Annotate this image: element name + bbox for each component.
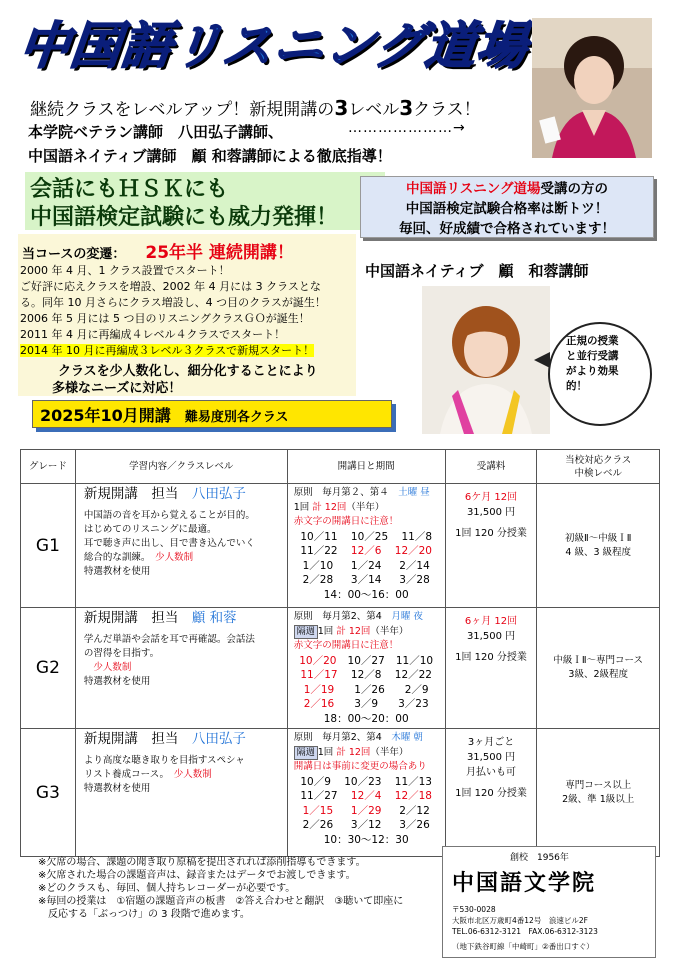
fee-period: 6ヶ月 12回 <box>464 616 518 627</box>
date-notice: 開講日は事前に変更の場合あり <box>293 761 427 772</box>
schedule-rule-text: 原則 毎月第2、第4 <box>293 611 382 622</box>
course-desc-last-text: 総合的な訓練。 <box>83 552 146 563</box>
course-title-prefix: 新規開講 担当 <box>83 731 179 747</box>
course-title-prefix: 新規開講 担当 <box>83 610 179 626</box>
page-title: 中国語リスニング道場 <box>16 17 531 75</box>
level-exam: 3級、2級程度 <box>568 669 628 680</box>
session-count-total: 計 12回 <box>336 746 371 758</box>
schedule-rule <box>294 486 439 501</box>
fee-cell <box>445 729 537 857</box>
portrait-hatta <box>532 18 652 158</box>
header-grade: グレード <box>21 450 76 484</box>
course-date: 10／9 <box>300 775 331 788</box>
bubble-line-4: 的！ <box>566 380 587 392</box>
schedule-rule-text: 原則 毎月第2、第4 <box>293 732 382 743</box>
date-row <box>294 789 439 804</box>
pass-rate-line-3: 毎回、好成績で合格されています！ <box>399 221 615 237</box>
course-date: 2／26 <box>302 819 334 831</box>
bubble-line-3: がより効果 <box>566 365 619 377</box>
course-title <box>84 611 279 625</box>
level-cell <box>537 608 660 729</box>
history-line-5: 2011 年 4 月に再編成４レベル４クラスでスタート！ <box>20 328 286 341</box>
fee-period: 6ケ月 12回 <box>464 492 518 503</box>
history-heading-label: 当コースの変遷： <box>22 247 126 262</box>
course-date: 12／8 <box>350 669 382 681</box>
date-row <box>294 573 439 588</box>
pass-rate-course-name: 中国語リスニング道場 <box>406 181 541 197</box>
school-address: 大阪市北区万歳町4番12号 浪速ビル2F <box>452 916 588 925</box>
date-notice: 赤文字の開講日に注意！ <box>293 516 399 527</box>
course-date: 1／10 <box>302 559 334 572</box>
note-line: ※毎回の授業は ①宿題の課題音声の板書 ②答え合わせと翻訳 ③聴いて即座に <box>38 896 404 907</box>
course-date: 10／27 <box>347 654 385 667</box>
small-class-badge: 少人数制 <box>93 662 132 673</box>
course-desc-line: 中国語の音を耳から覚えることが目的。 <box>83 510 255 521</box>
date-row <box>294 818 439 833</box>
course-date: 10／25 <box>350 530 389 543</box>
history-summary-2: 多様なニーズに対応！ <box>52 381 182 396</box>
course-date: 3／14 <box>350 574 382 586</box>
schedule-table <box>20 449 660 857</box>
grade-cell: G1 <box>21 484 76 608</box>
course-date: 2／28 <box>302 574 334 586</box>
fee-amount: 31,500 円 <box>466 507 516 518</box>
history-highlight-text: 2014 年 10 月に再編成３レベル３クラスで新規スタート！ <box>20 344 315 357</box>
session-count-suffix: （半年） <box>346 501 385 513</box>
header-dates: 開講日と期間 <box>287 450 445 484</box>
school-access: （地下鉄谷町線「中崎町」②番出口すぐ） <box>452 942 594 951</box>
course-date: 1／24 <box>350 559 382 572</box>
note-line: ※どのクラスも、毎回、個人持ちレコーダーが必要です。 <box>38 883 296 894</box>
class-time: 18：00～20：00 <box>323 712 409 725</box>
date-row <box>294 654 439 669</box>
session-count-total: 計 12回 <box>336 625 371 637</box>
fee-period: 3ヶ月ごと <box>467 737 515 748</box>
school-address-block <box>452 904 598 937</box>
subtitle-prefix: 継続クラスをレベルアップ！新規開講の <box>30 100 335 120</box>
dates-cell <box>287 729 445 857</box>
dotted-arrow: …………………→ <box>348 120 466 136</box>
course-date: 1／19 <box>303 683 335 696</box>
biweekly-tag: 隔週 <box>294 625 318 639</box>
schedule-rule <box>294 731 439 746</box>
portrait-gu <box>422 286 550 434</box>
class-time: 10：30～12：30 <box>323 833 409 846</box>
course-date: 3／26 <box>399 819 430 831</box>
small-class-badge: 少人数制 <box>173 769 212 780</box>
course-teacher: 八田弘子 <box>191 486 246 502</box>
date-row <box>294 530 439 545</box>
teacher-line-2: 中国語ネイティブ講師 顧 和蓉講師による徹底指導！ <box>28 147 392 165</box>
history-summary-1: クラスを少人数化し、細分化することにより <box>58 364 318 379</box>
pass-rate-line-1 <box>361 179 653 199</box>
course-desc-last <box>84 551 279 565</box>
course-desc-last <box>84 661 279 675</box>
course-date: 2／12 <box>399 804 430 817</box>
course-date: 10／20 <box>299 654 337 667</box>
course-material: 特選教材を使用 <box>83 566 151 577</box>
note-line: 反応する「ぶっつけ」の 3 段階で進めます。 <box>38 909 250 920</box>
opening-subtitle: 難易度別各クラス <box>184 410 289 425</box>
session-count-prefix: 1回 <box>317 746 334 758</box>
history-line-1: 2000 年 4 月、1 クラス設置でスタート！ <box>20 264 230 277</box>
fee-cell <box>445 484 537 608</box>
content-cell <box>75 484 287 608</box>
biweekly-tag: 隔週 <box>294 746 318 760</box>
date-row <box>294 683 439 698</box>
notes <box>38 856 403 921</box>
session-count <box>294 746 439 761</box>
course-date: 3／12 <box>350 819 382 831</box>
course-material: 特選教材を使用 <box>83 783 151 794</box>
date-row <box>294 668 439 683</box>
content-cell <box>75 608 287 729</box>
schedule-day: 月曜 夜 <box>391 611 423 622</box>
course-desc-last-text: リスト養成コース。 <box>83 769 165 780</box>
subtitle <box>30 95 481 120</box>
course-date: 12／20 <box>394 545 432 557</box>
course-title <box>84 732 279 746</box>
date-row <box>294 804 439 819</box>
course-date: 10／23 <box>344 775 382 788</box>
course-date: 11／27 <box>300 790 338 802</box>
fee-amount: 31,500 円 <box>466 631 516 642</box>
course-desc-line: 耳で聴き声に出し、目で書き込んでいく <box>83 538 255 549</box>
session-count <box>294 501 439 516</box>
course-teacher: 顧 和蓉 <box>191 610 237 626</box>
header-fee: 受講料 <box>445 450 537 484</box>
fee-amount: 31,500 円 <box>466 752 516 763</box>
bubble-line-2: と並行受講 <box>566 350 619 362</box>
session-count-prefix: 1回 <box>293 501 310 513</box>
history-heading-years: 25年半 連続開講！ <box>145 243 294 263</box>
course-date: 1／15 <box>302 804 334 817</box>
opening-date: 2025年10月開講 <box>40 406 171 425</box>
dates-cell <box>287 608 445 729</box>
date-row <box>294 544 439 559</box>
course-date: 3／28 <box>399 574 430 586</box>
table-row <box>21 484 660 608</box>
level-exam: 2級、準 1級以上 <box>562 793 635 805</box>
fee-note: 1回 120 分授業 <box>455 528 527 539</box>
course-date: 11／22 <box>300 545 338 557</box>
schedule-day: 土曜 昼 <box>398 487 430 498</box>
course-material: 特選教材を使用 <box>83 676 151 687</box>
fee-cell <box>445 608 537 729</box>
dates-cell <box>287 484 445 608</box>
level-class: 初級Ⅱ～中級ＩⅡ <box>565 532 632 544</box>
grade-cell: G3 <box>21 729 76 857</box>
course-date: 1／26 <box>354 683 385 696</box>
school-tel: TEL.06-6312-3121 FAX.06-6312-3123 <box>452 927 598 936</box>
course-date: 11／17 <box>300 669 338 681</box>
course-date: 1／29 <box>350 804 382 817</box>
course-date: 3／9 <box>354 698 379 710</box>
history-line-3: る。同年 10 月さらにクラス増設し、4 つ目のクラスが誕生！ <box>20 296 326 309</box>
course-title-prefix: 新規開講 担当 <box>83 486 179 502</box>
session-count-total: 計 12回 <box>312 501 347 513</box>
course-desc-line: より高度な聴き取りを目指すスペシャ <box>83 755 245 766</box>
note-line: ※欠席された場合の課題音声は、録音またはデータでお渡しできます。 <box>38 870 356 881</box>
date-notice: 赤文字の開講日に注意！ <box>293 640 399 651</box>
speech-bubble-text <box>566 334 619 394</box>
subtitle-number-2: 3 <box>399 96 414 120</box>
school-name: 中国語文学院 <box>452 870 597 896</box>
date-row <box>294 697 439 712</box>
course-date: 11／10 <box>395 654 434 667</box>
subtitle-number-1: 3 <box>334 96 349 120</box>
pass-rate-line-1-rest: 受講の方の <box>540 181 608 197</box>
class-time: 14：00～16：00 <box>323 588 409 601</box>
schedule-day: 木曜 朝 <box>391 732 423 743</box>
bubble-line-1: 正規の授業 <box>566 335 619 347</box>
course-desc-line: はじめてのリスニングに最適。 <box>83 524 217 535</box>
school-founded: 創校 1956年 <box>510 853 569 863</box>
course-date: 10／11 <box>300 530 338 543</box>
subtitle-suffix: クラス！ <box>413 100 481 120</box>
session-count <box>294 625 439 640</box>
table-header-row <box>21 450 660 484</box>
course-title <box>84 487 279 501</box>
course-date: 2／9 <box>404 683 429 696</box>
subtitle-mid: レベル <box>348 100 400 120</box>
course-date: 3／23 <box>398 698 429 710</box>
history-line-highlight <box>20 342 314 358</box>
course-desc-line: 学んだ単語や会話を耳で再確認。会話法 <box>83 634 255 645</box>
table-row <box>21 729 660 857</box>
level-cell <box>537 484 660 608</box>
table-row <box>21 608 660 729</box>
green-box-line-1: 会話にもＨＳＫにも <box>30 177 229 202</box>
session-count-suffix: （半年） <box>370 625 409 637</box>
level-class: 専門コース以上 <box>565 779 632 791</box>
history-line-2: ご好評に応えクラスを増設、2002 年 4 月には 3 クラスとな <box>20 280 321 293</box>
session-count-prefix: 1回 <box>317 625 334 637</box>
teacher-photo-hatta <box>532 18 652 158</box>
green-box-line-2: 中国語検定試験にも威力発揮！ <box>30 205 339 230</box>
course-date: 12／4 <box>350 790 382 802</box>
header-level: 当校対応クラス 中検レベル <box>537 450 660 484</box>
grade-cell: G2 <box>21 608 76 729</box>
course-desc-last <box>84 768 279 782</box>
header-content: 学習内容／クラスレベル <box>75 450 287 484</box>
course-date: 11／13 <box>394 775 432 788</box>
history-heading <box>22 238 294 263</box>
course-date: 12／6 <box>350 545 382 557</box>
fee-note: 1回 120 分授業 <box>455 788 527 799</box>
fee-note: 1回 120 分授業 <box>455 652 527 663</box>
schedule-rule <box>294 610 439 625</box>
level-cell <box>537 729 660 857</box>
content-cell <box>75 729 287 857</box>
opening-banner-text <box>40 403 288 426</box>
course-desc-line: の習得を目指す。 <box>83 648 160 659</box>
course-date: 11／8 <box>401 530 432 543</box>
teacher-photo-gu <box>422 286 550 434</box>
course-date: 2／14 <box>399 559 430 572</box>
small-class-badge: 少人数制 <box>155 552 194 563</box>
date-row <box>294 775 439 790</box>
pass-rate-line-2: 中国語検定試験合格率は断トツ！ <box>405 201 609 217</box>
course-date: 12／18 <box>394 790 432 802</box>
fee-sub: 月払いも可 <box>466 767 517 778</box>
native-teacher-heading: 中国語ネイティブ 顧 和蓉講師 <box>365 262 589 280</box>
pass-rate-box <box>360 176 654 238</box>
date-row <box>294 559 439 574</box>
teacher-line-1: 本学院ベテラン講師 八田弘子講師、 <box>28 123 284 141</box>
course-teacher: 八田弘子 <box>191 731 246 747</box>
course-date: 2／16 <box>303 698 335 710</box>
session-count-suffix: （半年） <box>370 746 409 758</box>
history-line-4: 2006 年 5 月には 5 つ目のリスニングクラスＧＯが誕生！ <box>20 312 310 325</box>
level-class: 中級ＩⅡ～専門コース <box>553 655 644 666</box>
school-postal: 〒530-0028 <box>452 905 496 914</box>
course-date: 12／22 <box>394 669 432 681</box>
schedule-rule-text: 原則 毎月第２、第４ <box>293 487 389 498</box>
note-line: ※欠席の場合、課題の聞き取り原稿を提出されれば添削指導もできます。 <box>38 857 366 868</box>
level-exam: 4 級、3 級程度 <box>565 546 632 558</box>
